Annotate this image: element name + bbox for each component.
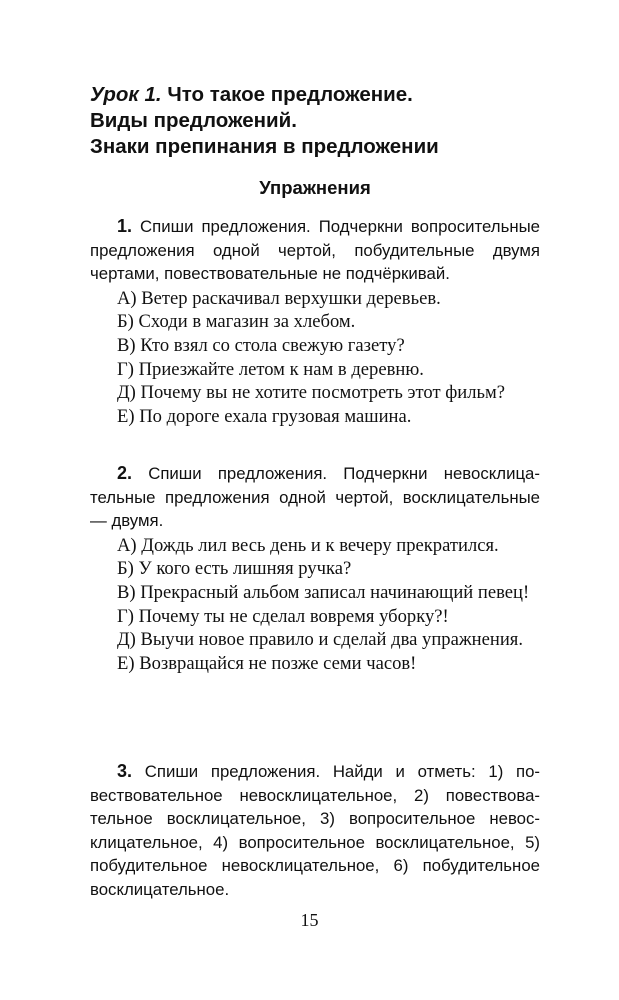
sentence-item: Е) По дороге ехала грузовая машина. bbox=[117, 405, 412, 427]
sentence-item: Е) Возвращайся не позже семи часов! bbox=[117, 652, 417, 674]
sentence-item: Д) Почему вы не хотите посмотреть этот фильм? bbox=[117, 382, 505, 404]
exercise-task bbox=[90, 215, 540, 286]
lesson-title-text-1: Что такое предложение. bbox=[167, 83, 413, 106]
exercise-task bbox=[90, 760, 540, 902]
sentence-item: Г) Приезжайте летом к нам в деревню. bbox=[117, 358, 424, 380]
lesson-title bbox=[90, 82, 560, 160]
sentence-list bbox=[90, 287, 540, 429]
sentence-item: Г) Почему ты не сделал вовремя уборку?! bbox=[117, 605, 449, 627]
exercise-1 bbox=[90, 215, 540, 428]
lesson-title-line-2: Виды предложений. bbox=[90, 109, 297, 132]
section-heading: Упражнения bbox=[259, 177, 371, 198]
exercise-3 bbox=[90, 760, 540, 902]
page-number: 15 bbox=[300, 910, 319, 930]
exercise-task bbox=[90, 462, 540, 533]
lesson-title-line-3: Знаки препинания в предложении bbox=[90, 135, 439, 158]
sentence-item: Б) У кого есть лишняя ручка? bbox=[117, 558, 352, 580]
lesson-title-line-1 bbox=[90, 82, 560, 108]
exercise-task-text: Спиши предложения. Найди и отметь: 1) повествовательное невосклицательное, 2) повествовательное восклицательное, 3) вопросительное невосклицательное, 4) вопросительное восклицательное, 5) побудительное невосклицательное, 6) побудительное восклицательное. bbox=[90, 762, 540, 899]
exercise-2 bbox=[90, 462, 540, 675]
sentence-item: В) Кто взял со стола свежую газету? bbox=[117, 334, 405, 356]
exercise-number: 2. bbox=[117, 463, 133, 483]
sentence-item: Д) Выучи новое правило и сделай два упражнения. bbox=[117, 629, 523, 651]
exercise-number: 1. bbox=[117, 216, 133, 236]
sentence-item: А) Ветер раскачивал верхушки деревьев. bbox=[117, 287, 441, 309]
exercise-task-text: Спиши предложения. Подчеркни невосклицательные предложения одной чертой, восклицательные — двумя. bbox=[90, 464, 540, 531]
sentence-list bbox=[90, 534, 540, 676]
exercise-number: 3. bbox=[117, 761, 133, 781]
sentence-item: Б) Сходи в магазин за хлебом. bbox=[117, 311, 356, 333]
lesson-number: Урок 1. bbox=[90, 83, 162, 106]
sentence-item: В) Прекрасный альбом записал начинающий певец! bbox=[117, 581, 530, 603]
sentence-item: А) Дождь лил весь день и к вечеру прекратился. bbox=[117, 534, 499, 556]
exercise-task-text: Спиши предложения. Подчеркни вопросительные предложения одной чертой, побудительные двумя чертами, повествовательные не подчёркивай. bbox=[90, 217, 540, 284]
